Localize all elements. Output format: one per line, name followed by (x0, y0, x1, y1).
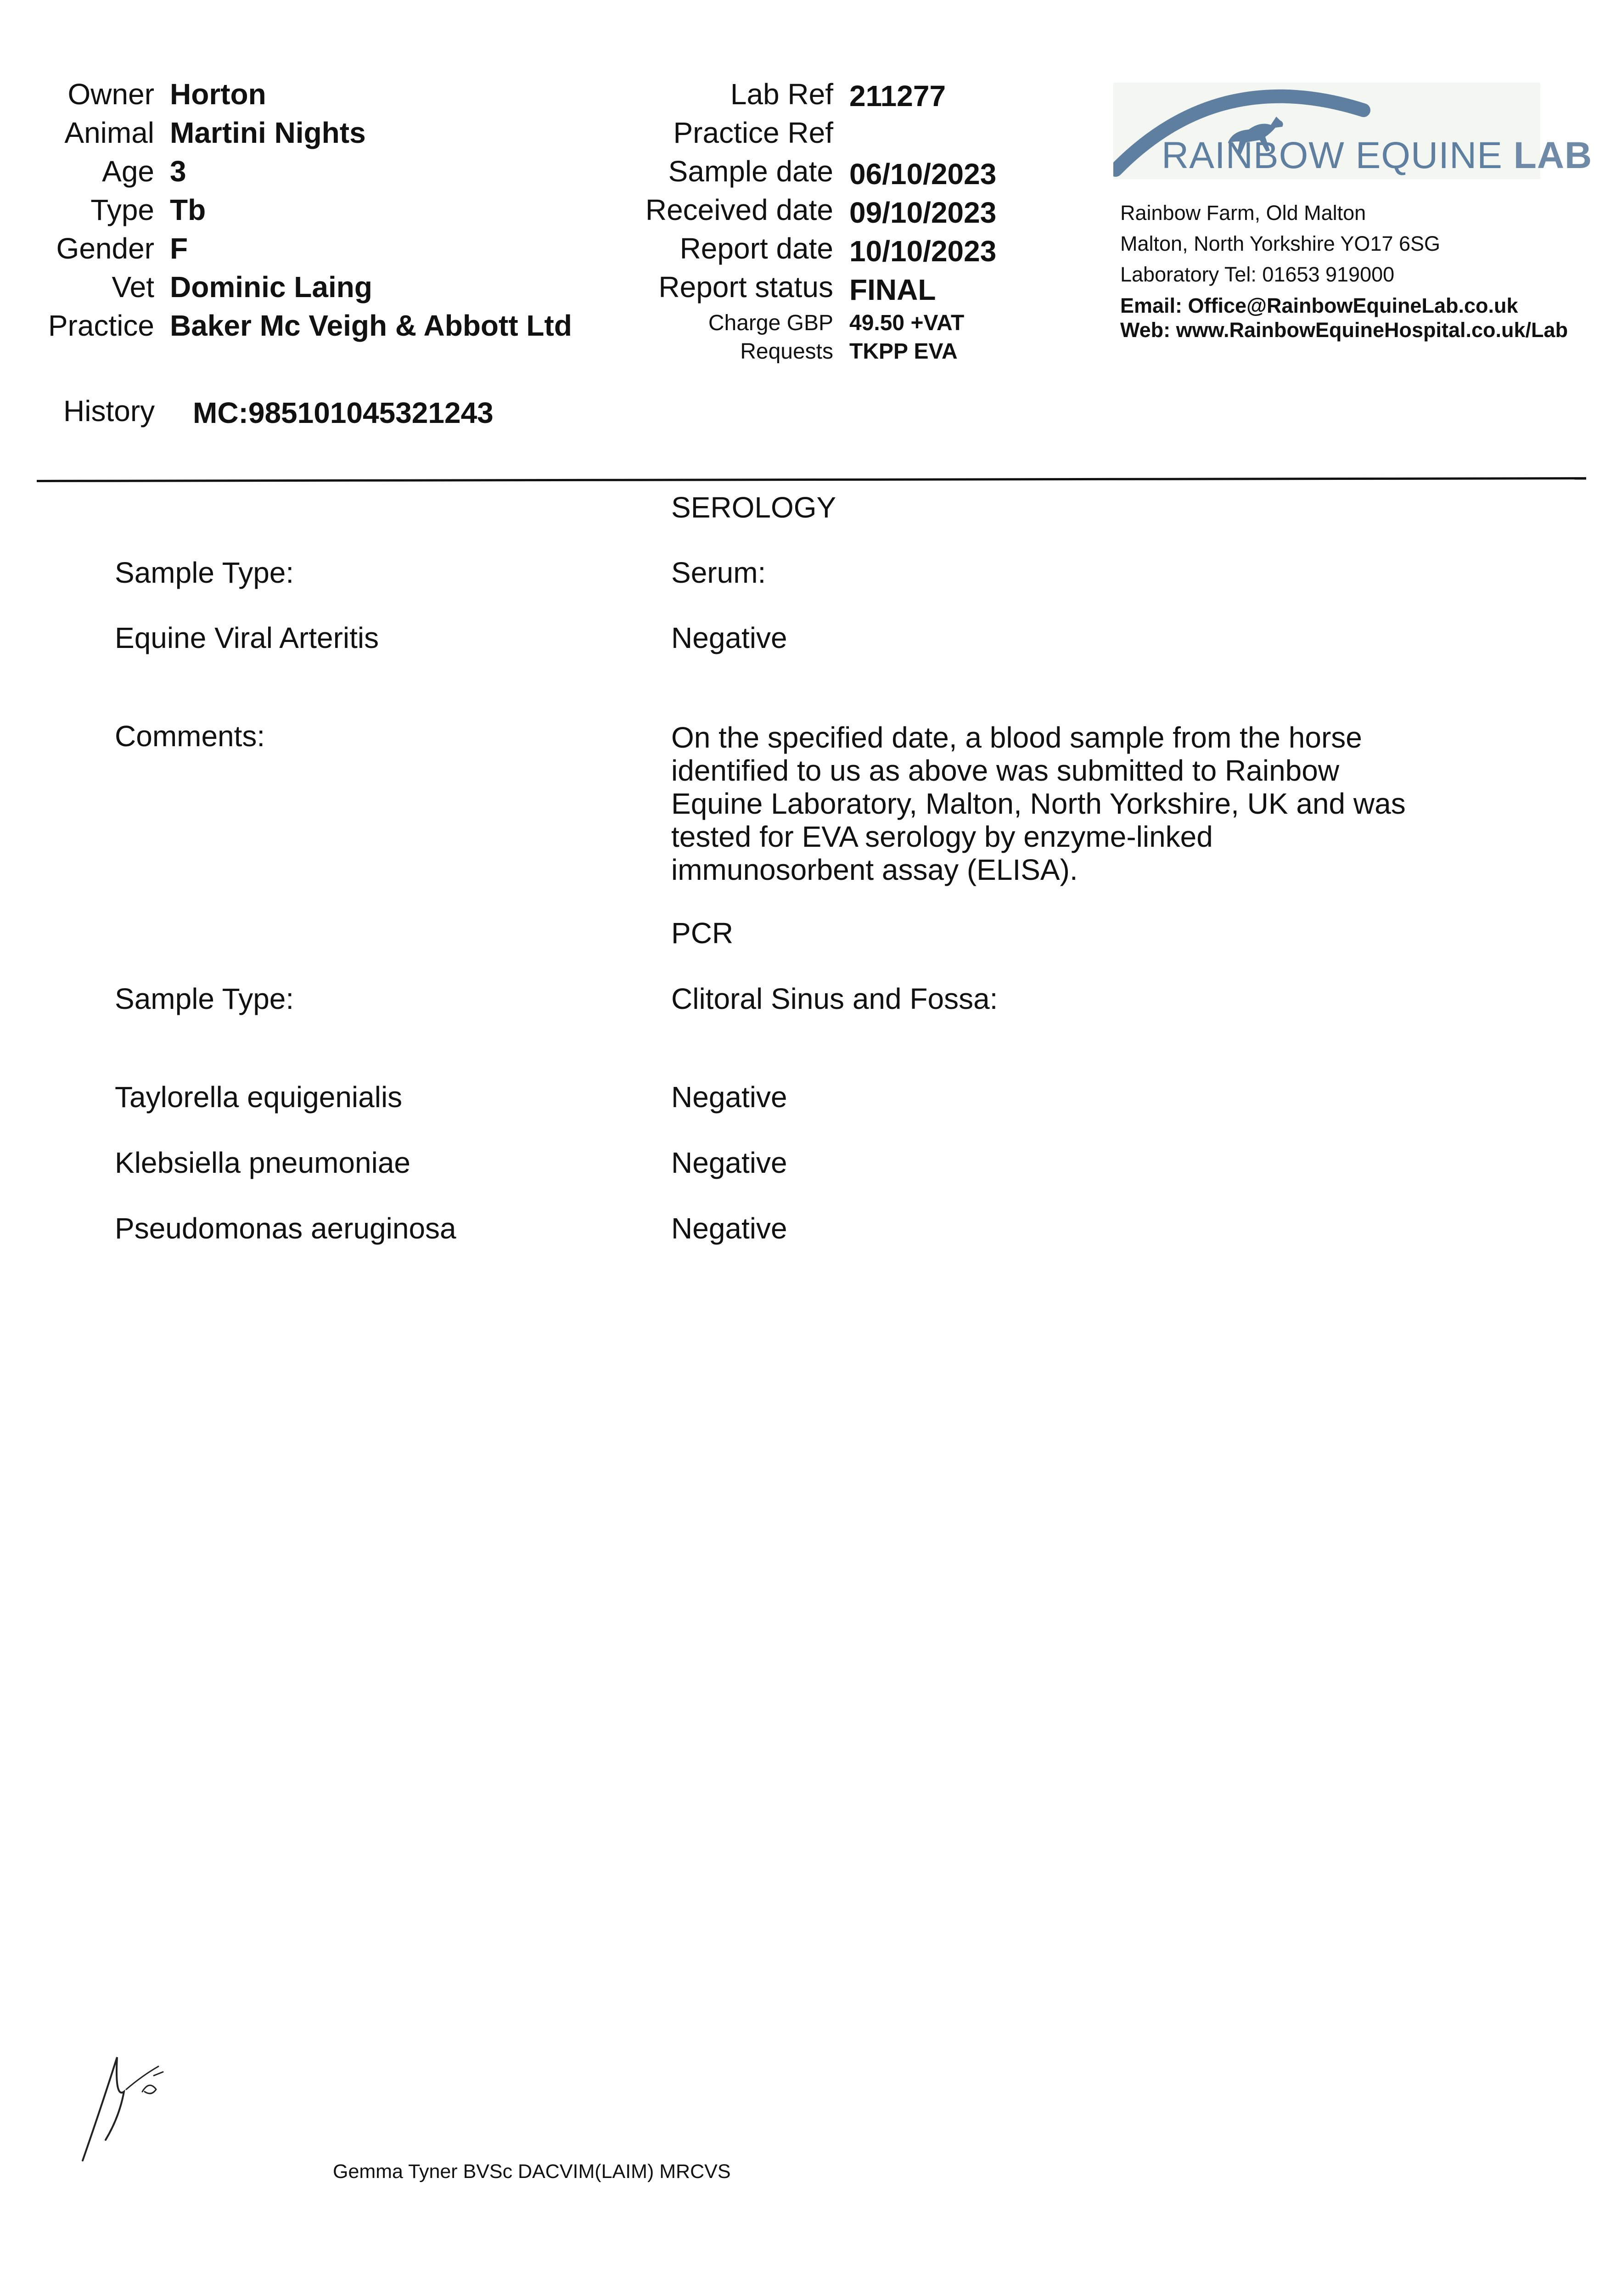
serology-sample-type-value: Serum: (671, 556, 766, 589)
serology-heading: SEROLOGY (671, 491, 836, 524)
age-value: 3 (170, 155, 186, 188)
rainbow-equine-lab-logo (1113, 83, 1593, 179)
history-label: History (63, 394, 155, 428)
pcr-result-value: Negative (671, 1080, 787, 1114)
report-date-value: 10/10/2023 (849, 235, 997, 268)
signatory-name: Gemma Tyner BVSc DACVIM(LAIM) MRCVS (333, 2161, 731, 2183)
received-date-value: 09/10/2023 (849, 196, 997, 229)
owner-value: Horton (170, 78, 266, 111)
charge-value: 49.50 +VAT (849, 311, 965, 335)
comments-text: On the specified date, a blood sample from the horse identified to us as above was submitted to Rainbow Equine Laboratory, Malton, North Yorkshire, UK and was tested for EVA serology by enzyme-linked immunosorbent assay (ELISA). (671, 721, 1406, 886)
comments-label: Comments: (115, 720, 265, 753)
animal-label: Animal (64, 116, 154, 149)
gender-label: Gender (56, 232, 154, 265)
practice-label: Practice (48, 309, 154, 342)
animal-value: Martini Nights (170, 116, 366, 149)
lab-email: Email: Office@RainbowEquineLab.co.uk (1120, 294, 1518, 317)
lab-ref-value: 211277 (849, 79, 946, 113)
vet-label: Vet (112, 270, 154, 304)
pcr-result-name: Pseudomonas aeruginosa (115, 1212, 456, 1245)
sample-date-label: Sample date (668, 155, 833, 188)
report-status-label: Report status (658, 270, 833, 304)
gender-value: F (170, 232, 188, 265)
lab-address-line-2: Malton, North Yorkshire YO17 6SG (1120, 232, 1441, 255)
serology-test-result: Negative (671, 621, 787, 654)
lab-telephone: Laboratory Tel: 01653 919000 (1120, 263, 1395, 286)
pcr-sample-type-value: Clitoral Sinus and Fossa: (671, 982, 998, 1015)
pcr-result-value: Negative (671, 1146, 787, 1179)
owner-label: Owner (67, 78, 154, 111)
lab-address-line-1: Rainbow Farm, Old Malton (1120, 201, 1366, 225)
report-date-label: Report date (679, 232, 833, 265)
pcr-heading: PCR (671, 917, 734, 950)
requests-value: TKPP EVA (849, 339, 958, 364)
type-value: Tb (170, 193, 206, 226)
history-value: MC:985101045321243 (193, 396, 494, 429)
logo-word-1: RAINBOW EQUINE (1162, 135, 1503, 176)
practice-ref-label: Practice Ref (673, 116, 833, 149)
sample-date-value: 06/10/2023 (849, 158, 997, 191)
serology-sample-type-label: Sample Type: (115, 556, 294, 589)
logo-word-2: LAB (1513, 135, 1593, 176)
received-date-label: Received date (645, 193, 833, 226)
vet-value: Dominic Laing (170, 270, 372, 304)
lab-ref-label: Lab Ref (730, 78, 833, 111)
practice-value: Baker Mc Veigh & Abbott Ltd (170, 309, 572, 342)
type-label: Type (90, 193, 154, 226)
charge-label: Charge GBP (708, 311, 833, 335)
pcr-result-value: Negative (671, 1212, 787, 1245)
lab-website: Web: www.RainbowEquineHospital.co.uk/Lab (1120, 318, 1568, 342)
pcr-result-name: Taylorella equigenialis (115, 1080, 403, 1114)
handwritten-signature (73, 2048, 179, 2163)
pcr-sample-type-label: Sample Type: (115, 982, 294, 1015)
header-divider (37, 477, 1586, 482)
serology-test-name: Equine Viral Arteritis (115, 621, 379, 654)
requests-label: Requests (740, 339, 833, 364)
report-status-value: FINAL (849, 273, 936, 306)
pcr-result-name: Klebsiella pneumoniae (115, 1146, 410, 1179)
age-label: Age (102, 155, 154, 188)
